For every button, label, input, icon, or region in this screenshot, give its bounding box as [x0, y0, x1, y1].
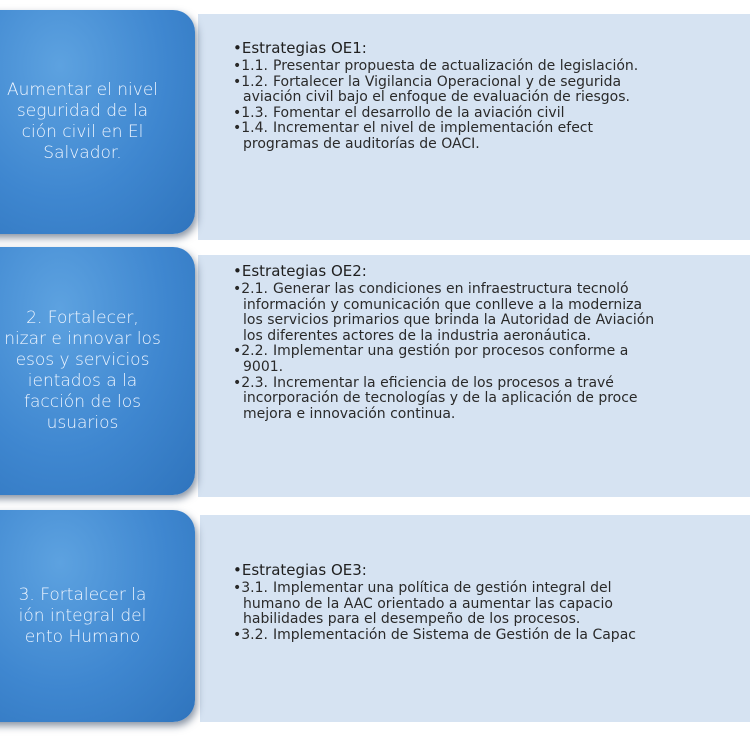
strategy-text: Fomentar el desarrollo de la aviación civil	[273, 104, 565, 121]
strategy-number: •3.2.	[233, 626, 268, 643]
goal-line: ión integral del	[18, 605, 147, 626]
goal-line: ción civil en El	[21, 122, 144, 142]
strategy-text: Implementar una política de gestión integral del	[273, 580, 612, 596]
strategy-item	[233, 121, 638, 152]
strategy-text: Implementación de Sistema de Gestión de la Capac	[273, 626, 636, 643]
strategy-continuation-line: incorporación de tecnologías y de la aplicación de proce	[243, 390, 638, 407]
strategy-text: Implementar una gestión por procesos conforme a	[273, 343, 629, 360]
strategy-first-line	[233, 581, 636, 597]
strategy-continuation-line: habilidades para el desempeño de los procesos.	[243, 611, 581, 628]
strategies-list-oe2	[233, 263, 654, 422]
strategy-first-line	[233, 59, 638, 75]
goal-box-oe3	[0, 510, 195, 722]
goal-line: seguridad de la	[16, 101, 149, 121]
strategy-continuation-line: 9001.	[243, 358, 284, 375]
strategy-first-line	[233, 628, 636, 644]
strategies-list-oe1	[233, 40, 638, 153]
strategy-first-line	[233, 376, 654, 392]
strategy-first-line	[233, 282, 654, 298]
goal-line: nizar e innovar los	[4, 329, 161, 349]
strategy-item	[233, 628, 636, 644]
goal-text-oe1	[0, 80, 190, 164]
goal-line: Salvador.	[43, 143, 122, 163]
strategy-number: •2.3.	[233, 374, 268, 391]
strategy-first-line	[233, 344, 654, 360]
goal-line: Aumentar el nivel	[7, 80, 158, 100]
goal-box-oe2	[0, 247, 195, 495]
strategy-item	[233, 59, 638, 75]
strategy-text: Presentar propuesta de actualización de legislación.	[273, 58, 639, 74]
strategy-item	[233, 75, 638, 106]
goal-line: ento Humano	[24, 626, 141, 647]
goal-line: esos y servicios	[15, 350, 150, 370]
strategies-heading: •Estrategias OE3:	[233, 561, 367, 579]
strategy-first-line	[233, 106, 638, 122]
goal-line: usuarios	[46, 413, 119, 433]
goal-line: 3. Fortalecer la	[18, 584, 147, 605]
goal-line: ientados a la	[27, 371, 138, 391]
strategy-continuation-line: los servicios primarios que brinda la Autoridad de Aviación	[243, 312, 655, 329]
strategies-list-oe3	[233, 562, 636, 643]
goal-line: facción de los	[23, 392, 142, 412]
strategy-item	[233, 106, 638, 122]
strategy-number: •3.1.	[233, 580, 268, 596]
strategy-number: •1.4.	[233, 120, 268, 137]
goal-text-oe3	[0, 585, 190, 648]
strategy-number: •2.1.	[233, 281, 268, 297]
strategy-first-line	[233, 75, 638, 91]
strategy-text: Incrementar la eficiencia de los procesos a travé	[273, 374, 614, 391]
strategy-text: Generar las condiciones en infraestructura tecnoló	[273, 281, 629, 297]
strategy-continuation-line: programas de auditorías de OACI.	[243, 135, 480, 152]
strategy-continuation-line: humano de la AAC orientado a aumentar las capacio	[243, 595, 613, 612]
strategy-continuation-line: mejora e innovación continua.	[243, 405, 456, 422]
strategy-first-line	[233, 121, 638, 137]
goal-box-oe1	[0, 10, 195, 234]
strategies-heading: •Estrategias OE2:	[233, 262, 367, 280]
strategy-number: •1.3.	[233, 104, 268, 121]
strategy-number: •2.2.	[233, 343, 268, 360]
strategy-number: •1.1.	[233, 58, 268, 74]
strategy-item	[233, 376, 654, 423]
strategy-continuation-line: los diferentes actores de la industria aeronáutica.	[243, 327, 591, 344]
strategy-continuation-line: información y comunicación que conlleve a la moderniza	[243, 296, 643, 313]
strategy-number: •1.2.	[233, 73, 268, 90]
strategy-continuation-line: aviación civil bajo el enfoque de evaluación de riesgos.	[243, 89, 630, 106]
strategy-text: Incrementar el nivel de implementación efect	[273, 120, 593, 137]
strategy-item	[233, 344, 654, 375]
strategy-text: Fortalecer la Vigilancia Operacional y de segurida	[273, 73, 622, 90]
strategy-item	[233, 581, 636, 628]
strategies-heading: •Estrategias OE1:	[233, 39, 367, 57]
goal-text-oe2	[0, 308, 190, 434]
strategy-item	[233, 282, 654, 344]
goal-line: 2. Fortalecer,	[26, 308, 139, 328]
